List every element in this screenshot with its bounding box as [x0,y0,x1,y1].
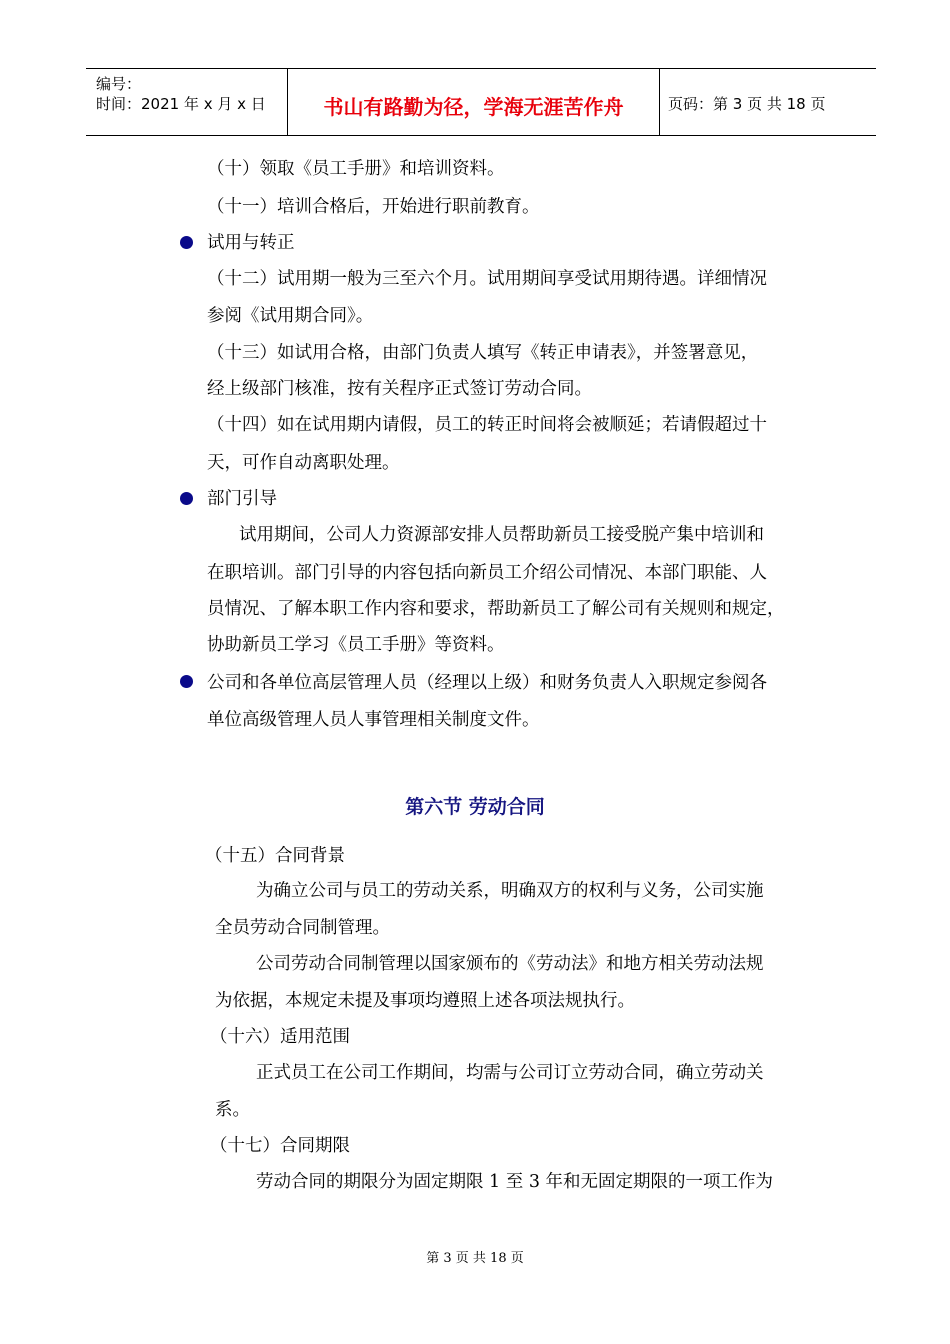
paragraph-line: （十）领取《员工手册》和培训资料。 [207,159,505,179]
bullet-icon [180,675,193,688]
paragraph-line: 系。 [215,1100,250,1120]
subsection-heading: （十七）合同期限 [210,1136,350,1156]
paragraph-line: 为依据，本规定未提及事项均遵照上述各项法规执行。 [215,991,635,1011]
document-number: 编号： [96,75,142,93]
bullet-heading: 部门引导 [207,489,277,509]
paragraph-line: 试用期间，公司人力资源部安排人员帮助新员工接受脱产集中培训和 [239,525,764,545]
paragraph-line: 公司和各单位高层管理人员（经理以上级）和财务负责人入职规定参阅各 [207,673,767,693]
header-info-cell [86,69,288,135]
paragraph-line: （十三）如试用合格，由部门负责人填写《转正申请表》，并签署意见， [207,343,759,363]
bullet-icon [180,492,193,505]
subsection-heading: （十六）适用范围 [210,1027,350,1047]
paragraph-line: 为确立公司与员工的劳动关系，明确双方的权利与义务，公司实施 [256,881,764,901]
page-header [86,68,876,136]
subsection-heading: （十五）合同背景 [205,846,345,866]
paragraph-line: 单位高级管理人员人事管理相关制度文件。 [207,710,540,730]
paragraph-line: 天，可作自动离职处理。 [207,453,400,473]
bullet-icon [180,236,193,249]
paragraph-line: （十四）如在试用期内请假，员工的转正时间将会被顺延；若请假超过十 [207,415,767,435]
document-date: 时间：2021 年 x 月 x 日 [96,95,266,113]
paragraph-line: （十二）试用期一般为三至六个月。试用期间享受试用期待遇。详细情况 [207,269,767,289]
paragraph-line: （十一）培训合格后，开始进行职前教育。 [207,197,540,217]
page-footer: 第 3 页 共 18 页 [426,1251,524,1266]
section-title: 第六节 劳动合同 [405,796,545,818]
paragraph-line: 劳动合同的期限分为固定期限 1 至 3 年和无固定期限的一项工作为 [256,1172,774,1192]
bullet-heading: 试用与转正 [207,233,295,253]
paragraph-line: 在职培训。部门引导的内容包括向新员工介绍公司情况、本部门职能、人 [207,563,767,583]
paragraph-line: 员情况、了解本职工作内容和要求，帮助新员工了解公司有关规则和规定， [207,599,785,619]
header-motto-cell [288,69,660,135]
paragraph-line: 协助新员工学习《员工手册》等资料。 [207,635,505,655]
paragraph-line: 经上级部门核准，按有关程序正式签订劳动合同。 [207,379,592,399]
paragraph-line: 公司劳动合同制管理以国家颁布的《劳动法》和地方相关劳动法规 [256,954,764,974]
paragraph-line: 参阅《试用期合同》。 [207,306,374,326]
header-page-cell [660,69,876,135]
paragraph-line: 正式员工在公司工作期间，均需与公司订立劳动合同，确立劳动关 [256,1063,764,1083]
header-page-number: 页码：第 3 页 共 18 页 [668,95,826,113]
paragraph-line: 全员劳动合同制管理。 [215,918,390,938]
motto: 书山有路勤为径，学海无涯苦作舟 [323,95,624,119]
